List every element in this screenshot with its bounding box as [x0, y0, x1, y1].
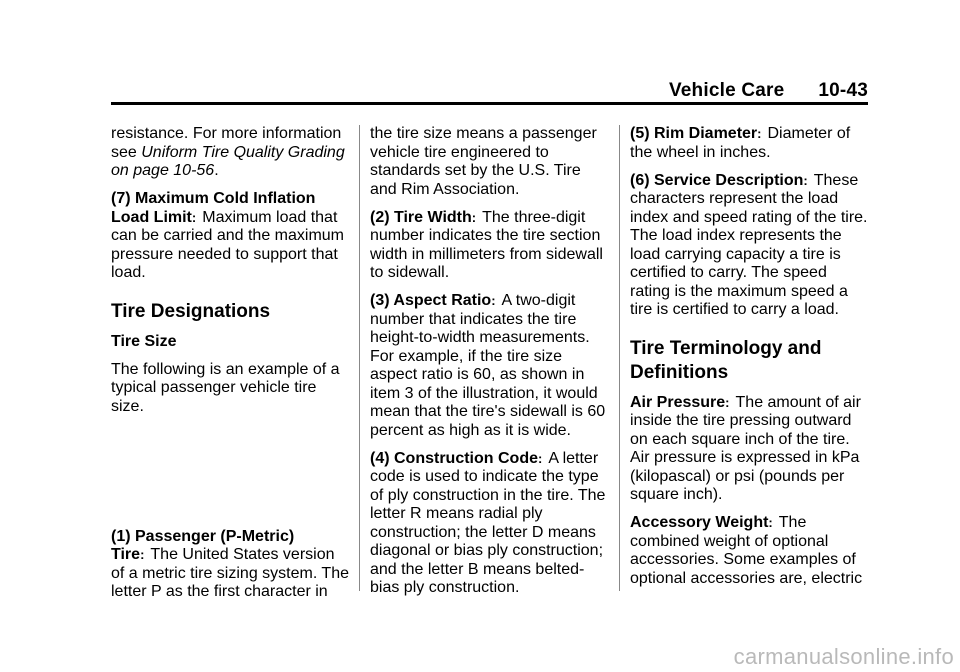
definition-colon: : — [491, 293, 496, 308]
column-1 — [111, 125, 351, 611]
definition-colon: : — [140, 547, 145, 562]
paragraph-text: resistance. For more information see — [111, 125, 342, 161]
paragraph-continued: the tire size means a passenger vehicle tire engineered to standards set by the U.S. Tire and Rim Association. — [370, 125, 597, 198]
definition-colon: : — [471, 209, 477, 225]
definition-text: A two-digit number that indicates the tire height-to-width measurements. For example, if the tire size aspect ratio is 60, as shown in item 3 of the illustration, it would mean that the tire's sidewall is 60 percent as high as it is wide. — [370, 292, 606, 439]
heading-tire-designations: Tire Designations — [111, 300, 271, 322]
paragraph-size-example: The following is an example of a typical passenger vehicle tire size. — [111, 360, 340, 415]
definition-term: (1) Passenger (P-Metric) Tire — [111, 527, 295, 563]
definition-text: The amount of air inside the tire pressing outward on each square inch of the tire. Air pressure is expressed in kPa (kilopascal) or psi (pounds per square inch). — [630, 393, 861, 503]
definition-text: A letter code is used to indicate the type of ply construction in the tire. The letter R means radial ply construction; the letter D means diagonal or bias ply construction; and the letter B means belted-bias ply construction. — [370, 449, 606, 596]
definition-colon: : — [757, 126, 762, 141]
definition-term: Accessory Weight — [630, 514, 769, 531]
definition-text: The combined weight of optional accessories. Some examples of optional accessories are, electric — [630, 514, 863, 587]
section-title: Vehicle Care — [668, 80, 785, 101]
illustration-area — [111, 426, 351, 528]
definition-text: Maximum load that can be carried and the maximum pressure needed to support that load. — [111, 208, 344, 281]
paragraph-end: . — [214, 162, 219, 179]
column-divider-1 — [359, 125, 360, 591]
definition-term: (4) Construction Code — [370, 449, 538, 467]
column-3 — [630, 125, 870, 598]
definition-passenger — [111, 528, 351, 602]
definition-term: (2) Tire Width — [370, 208, 472, 226]
definition-air-pressure — [630, 394, 870, 505]
definition-rim-diameter — [630, 125, 870, 162]
definition-colon: : — [538, 450, 543, 466]
definition-colon: : — [725, 394, 730, 410]
column-2 — [370, 125, 610, 607]
definition-term: Air Pressure — [630, 393, 726, 411]
heading-tire-terminology: Tire Terminology and Definitions — [630, 337, 822, 383]
definition-text: The United States version of a metric tire sizing system. The letter P as the first character in — [111, 546, 349, 600]
definition-tire-width — [370, 209, 610, 283]
header-rule — [111, 102, 868, 105]
definition-colon: : — [768, 515, 773, 530]
watermark: carmanualsonline.info — [733, 644, 954, 669]
definition-term: (6) Service Description — [630, 171, 804, 189]
definition-construction-code — [370, 450, 610, 598]
definition-aspect-ratio — [370, 292, 610, 440]
definition-service-description — [630, 172, 870, 320]
definition-colon: : — [191, 209, 197, 225]
definition-colon: : — [803, 172, 808, 188]
page-header — [669, 80, 868, 102]
definition-text: Diameter of the wheel in inches. — [630, 125, 851, 161]
definition-text: These characters represent the load index and speed rating of the tire. The load index represents the load carrying capacity a tire is certified to carry. The speed rating is the maximum speed a tire is certified to carry a load. — [630, 171, 868, 318]
definition-term: (7) Maximum Cold Inflation Load Limit — [111, 190, 316, 226]
page-number: 10-43 — [818, 80, 868, 101]
definition-text: The three-digit number indicates the tire section width in millimeters from sidewall to sidewall. — [370, 208, 603, 281]
definition-term: (3) Aspect Ratio — [370, 292, 492, 309]
subheading-tire-size: Tire Size — [111, 332, 177, 350]
definition-max-inflation — [111, 190, 351, 283]
definition-term: (5) Rim Diameter — [630, 125, 758, 142]
column-divider-2 — [619, 125, 620, 591]
definition-accessory-weight — [630, 514, 870, 588]
cross-reference-link[interactable]: Uniform Tire Quality Grading on page 10-56 — [111, 143, 345, 179]
paragraph-resistance — [111, 125, 351, 181]
